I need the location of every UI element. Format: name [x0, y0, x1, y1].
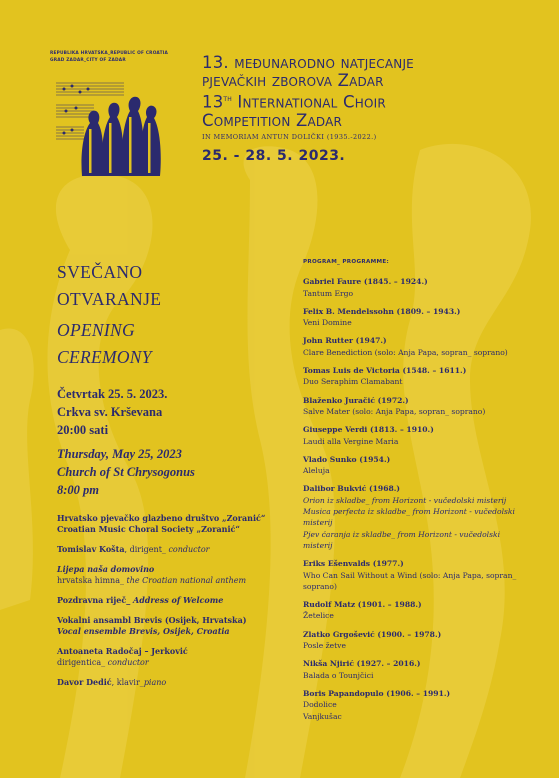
competition-header [202, 54, 542, 164]
program-item [303, 658, 528, 681]
piece-title: Clare Benediction (solo: Anja Papa, sopran_ soprano) [303, 347, 508, 357]
piece-title: Musica perfecta iz skladbe_ from Horizont - vučedolski misterij [303, 507, 515, 528]
ensemble-en: Vocal ensemble Brevis, Osijek, Croatia [57, 626, 230, 636]
title-en-line2: Competition Zadar [202, 110, 343, 130]
ceremony-title-hr-1: SVEČANO [57, 262, 143, 282]
anthem-title: Lijepa naša domovino [57, 564, 155, 574]
program-heading: PROGRAM_ PROGRAMME: [303, 259, 389, 265]
conductor-name: Tomislav Košta [57, 544, 125, 554]
logo-caption-city: GRAD ZADAR_CITY OF ZADAR [50, 58, 126, 63]
program-item [303, 483, 528, 551]
piece-title: Who Can Sail Without a Wind (solo: Anja Papa, sopran_ soprano) [303, 570, 517, 591]
dirigent-role-line [57, 657, 287, 668]
competition-dates: 25. - 28. 5. 2023. [202, 147, 346, 164]
composer: Rudolf Matz (1901. – 1988.) [303, 600, 422, 610]
choir-singers-icon [54, 71, 166, 181]
piece-title: Orion iz skladbe_ from Horizont - vučedolski misterij [303, 495, 507, 505]
piece-title: Posle žetve [303, 641, 346, 651]
piece-title: Dodolice [303, 700, 337, 710]
piece-title: Pjev ćaranja iz skladbe_ from Horizont - vučedolski misterij [303, 529, 501, 550]
composer: Nikša Njirić (1927. – 2016.) [303, 659, 421, 669]
program-item [303, 688, 528, 722]
place-hr: Crkva sv. Krševana [57, 405, 163, 419]
composer: Felix B. Mendelssohn (1809. – 1943.) [303, 306, 461, 316]
program-item [303, 365, 528, 388]
piece-title: Duo Seraphim Clamabant [303, 377, 403, 387]
composer: Tomas Luis de Victoria (1548. – 1611.) [303, 366, 467, 376]
dirigent-role: dirigentica_ [57, 658, 106, 667]
conductor-role-en: conductor [165, 545, 210, 554]
composer: Eriks Ešenvalds (1977.) [303, 559, 404, 569]
date-hr: Četvrtak 25. 5. 2023. [57, 387, 168, 401]
program-item [303, 306, 528, 329]
place-en: Church of St Chrysogonus [57, 465, 195, 479]
program-item [303, 424, 528, 447]
dirigent-name: Antoaneta Radočaj – Jerković [57, 646, 188, 656]
time-en: 8:00 pm [57, 483, 100, 497]
program-item [303, 629, 528, 652]
in-memoriam: IN MEMORIAM ANTUN DOLIČKI (1935.-2022.) [202, 132, 377, 141]
composer: John Rutter (1947.) [303, 336, 387, 346]
title-en-number: 13 [202, 92, 224, 112]
program-items [303, 276, 528, 722]
ceremony-info [57, 259, 287, 688]
title-en-ordinal: th [223, 94, 232, 104]
composer: Blaženko Juračić (1972.) [303, 395, 409, 405]
conductor-line [57, 544, 287, 555]
piece-title: Tantum Ergo [303, 288, 354, 298]
anthem-desc: hrvatska himna_ [57, 576, 124, 585]
composer: Dalibor Bukvić (1968.) [303, 484, 401, 494]
dirigent-role-en: conductor [105, 658, 149, 667]
ceremony-title-en-2: CEREMONY [57, 347, 152, 367]
pianist-name: Davor Dedić [57, 677, 112, 687]
city-logo [50, 50, 180, 64]
anthem-line [57, 575, 287, 586]
composer: Boris Papandopulo (1906. – 1991.) [303, 688, 451, 698]
program-item [303, 335, 528, 358]
society-en: Croatian Music Choral Society „Zoranić“ [57, 524, 240, 534]
piece-title: Salve Mater (solo: Anja Papa, sopran_ soprano) [303, 406, 486, 416]
anthem-desc-en: the Croatian national anthem [123, 576, 247, 585]
pianist-role: , klavir_ [111, 678, 144, 687]
composer: Vlado Sunko (1954.) [303, 454, 391, 464]
piece-title: Žetelice [303, 611, 334, 621]
composer: Giuseppe Verdi (1813. – 1910.) [303, 425, 434, 435]
piece-title: Laudi alla Vergine Maria [303, 436, 399, 446]
date-en: Thursday, May 25, 2023 [57, 447, 182, 461]
logo-caption-republic: REPUBLIKA HRVATSKA_REPUBLIC OF CROATIA [50, 51, 169, 56]
piece-title: Balada o Tounjčici [303, 670, 374, 680]
welcome-line [57, 595, 287, 606]
composer: Zlatko Grgošević (1900. – 1978.) [303, 629, 442, 639]
piece-title: Vanjkušac [303, 711, 342, 721]
pianist-line [57, 677, 287, 688]
ceremony-title-hr-2: OTVARANJE [57, 289, 162, 309]
ceremony-title-en-1: OPENING [57, 320, 135, 340]
program-item [303, 558, 528, 592]
program-list [303, 257, 528, 729]
title-en-line1 [202, 90, 542, 112]
title-hr-line1: 13. međunarodno natjecanje [202, 53, 414, 72]
program-item [303, 395, 528, 418]
program-item [303, 454, 528, 477]
ensemble-hr: Vokalni ansambl Brevis (Osijek, Hrvatska) [57, 615, 247, 625]
program-item [303, 276, 528, 299]
time-hr: 20:00 sati [57, 423, 109, 437]
welcome-hr: Pozdravna riječ_ [57, 595, 131, 605]
welcome-en: Address of Welcome [130, 595, 224, 605]
piece-title: Aleluja [303, 466, 330, 476]
title-hr-line2: pjevačkih zborova Zadar [202, 71, 384, 90]
composer: Gabriel Faure (1845. – 1924.) [303, 277, 428, 287]
conductor-role: , dirigent_ [124, 545, 166, 554]
pianist-role-en: piano [143, 678, 167, 687]
piece-title: Veni Domine [303, 318, 352, 328]
society-hr: Hrvatsko pjevačko glazbeno društvo „Zoranić“ [57, 513, 266, 523]
program-item [303, 599, 528, 622]
title-en-rest: International Choir [231, 92, 386, 112]
